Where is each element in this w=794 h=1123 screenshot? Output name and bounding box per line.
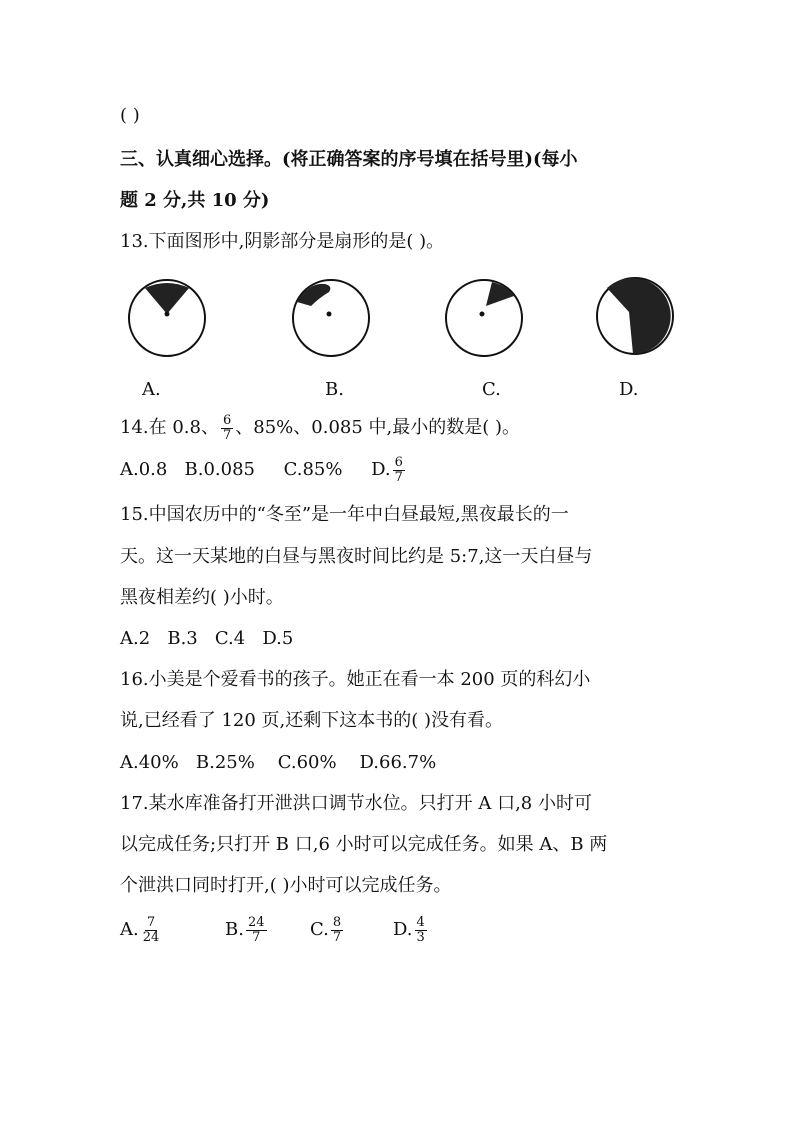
q14-option-c: C.85% [283, 459, 343, 480]
section-heading-line1: 三、认真细心选择。(将正确答案的序号填在括号里)(每小 [120, 149, 578, 170]
q16-options: A.40% B.25% C.60% D.66.7% [120, 752, 437, 773]
q16-line1: 16.小美是个爱看书的孩子。她正在看一本 200 页的科幻小 [120, 669, 591, 690]
q14-option-d: D. $\frac{6}{7}$ [371, 454, 403, 485]
q14-options [120, 452, 407, 488]
q14-option-b: B.0.085 [184, 459, 256, 480]
q16-line2: 说,已经看了 120 页,还剩下这本书的( )没有看。 [120, 710, 504, 731]
q13-option-c: C. [482, 379, 501, 400]
q14-option-a: A.0.8 [120, 459, 168, 480]
q13-option-a: A. [142, 379, 161, 400]
section-heading-line2: 题 2 分,共 10 分) [120, 190, 270, 211]
q14-stem-start: 14.在 0.8、 [120, 417, 219, 438]
q15-line2: 天。这一天某地的白昼与黑夜时间比约是 5:7,这一天白昼与 [120, 546, 593, 567]
q13-figure-c [442, 276, 526, 360]
q13-figure-a [125, 276, 209, 360]
q17-line2: 以完成任务;只打开 B 口,6 小时可以完成任务。如果 A、B 两 [120, 834, 608, 855]
q17-option-d: D. $\frac{4}{3}$ [393, 914, 425, 945]
q14-stem [120, 410, 520, 446]
q14-fraction: $\frac{6}{7}$ [222, 412, 232, 443]
q17-line3: 个泄洪口同时打开,( )小时可以完成任务。 [120, 875, 452, 896]
q13-figure-d [593, 274, 677, 358]
q17-option-a: A. $\frac{7}{24}$ [120, 914, 160, 945]
answer-paren: ( ) [120, 105, 140, 126]
q15-line1: 15.中国农历中的“冬至”是一年中白昼最短,黑夜最长的一 [120, 504, 569, 525]
q13-stem: 13.下面图形中,阴影部分是扇形的是( )。 [120, 231, 445, 252]
q13-option-d: D. [619, 379, 639, 400]
q13-figure-b [289, 276, 373, 360]
q17-option-b: B. $\frac{24}{7}$ [225, 914, 265, 945]
q17-line1: 17.某水库准备打开泄洪口调节水位。只打开 A 口,8 小时可 [120, 793, 592, 814]
q13-option-b: B. [325, 379, 344, 400]
q17-option-c: C. $\frac{8}{7}$ [310, 914, 342, 945]
q15-options: A.2 B.3 C.4 D.5 [120, 628, 294, 649]
q15-line3: 黑夜相差约( )小时。 [120, 587, 284, 608]
q14-stem-end: 、85%、0.085 中,最小的数是( )。 [235, 417, 521, 438]
